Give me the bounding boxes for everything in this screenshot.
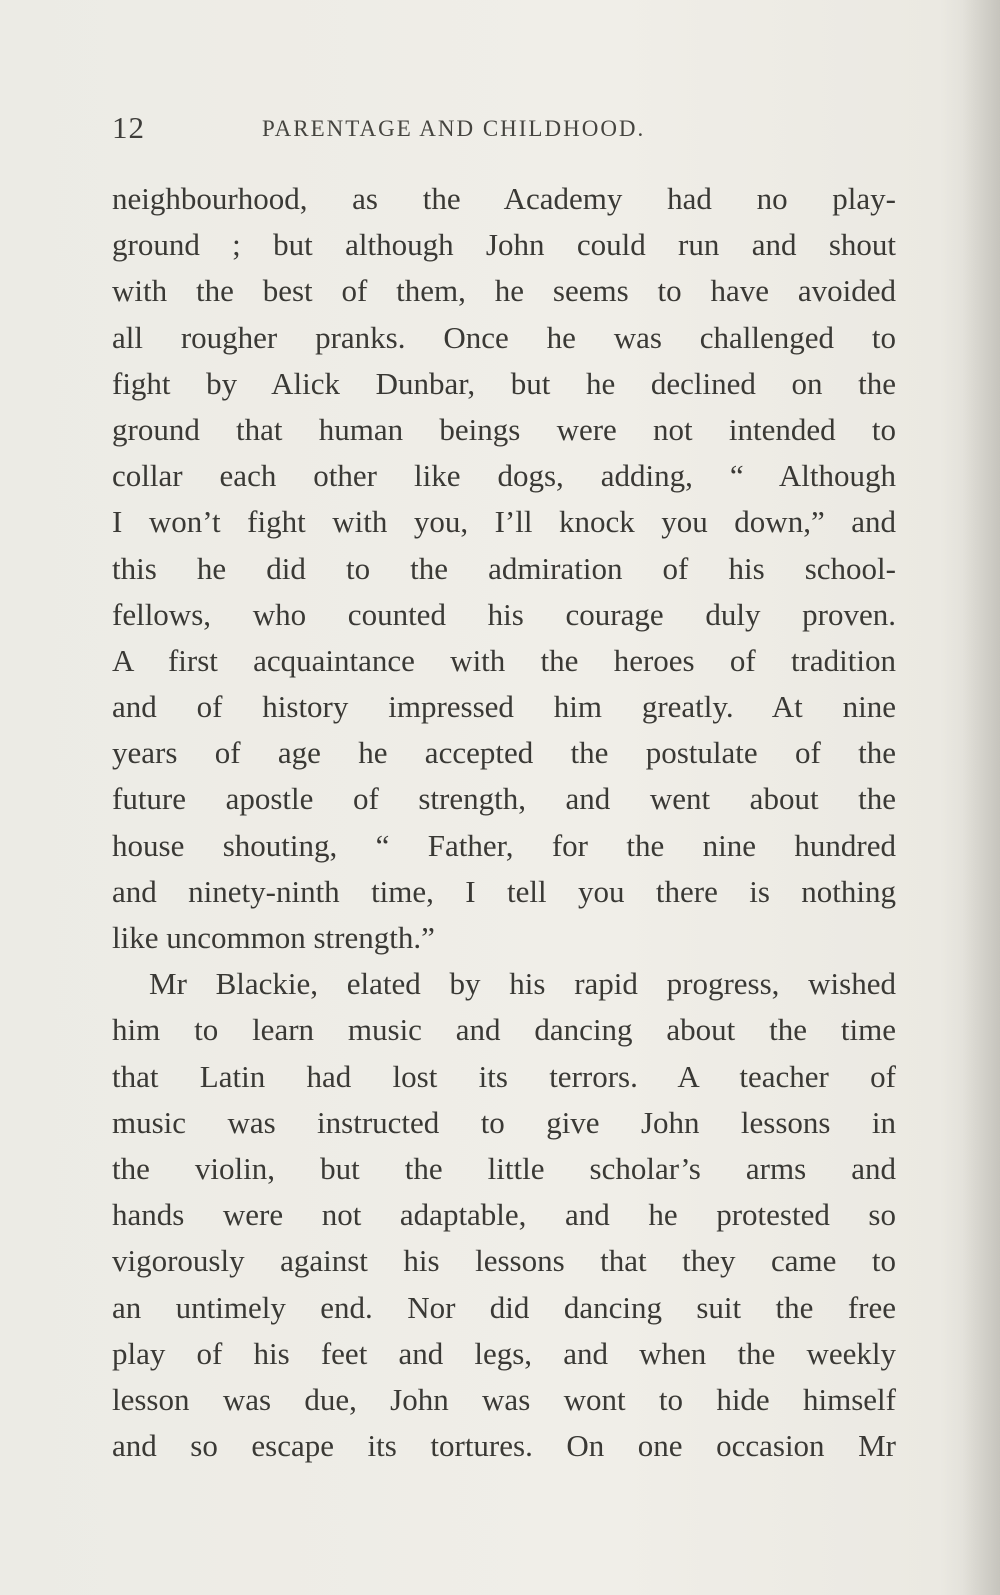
page-number: 12 bbox=[112, 110, 145, 145]
text-line: neighbourhood, as the Academy had no play- bbox=[112, 181, 896, 216]
text-line: ground that human beings were not intended to bbox=[112, 411, 896, 447]
page-header bbox=[112, 110, 894, 150]
text-line: collar each other like dogs, adding, “ Although bbox=[112, 458, 896, 494]
text-line: house shouting, “ Father, for the nine hundred bbox=[112, 827, 896, 863]
text-line: ground ; but although John could run and shout bbox=[112, 227, 896, 263]
text-line: music was instructed to give John lessons in bbox=[112, 1104, 896, 1140]
text-line: like uncommon strength.” bbox=[112, 920, 435, 955]
text-line: fight by Alick Dunbar, but he declined on the bbox=[112, 365, 896, 401]
text-line: and of history impressed him greatly. At nine bbox=[112, 689, 896, 725]
text-line: him to learn music and dancing about the time bbox=[112, 1012, 896, 1048]
page-edge-shadow bbox=[962, 0, 1000, 1595]
text-line: with the best of them, he seems to have avoided bbox=[112, 273, 896, 309]
text-line: years of age he accepted the postulate of the bbox=[112, 735, 896, 771]
text-line: all rougher pranks. Once he was challenged to bbox=[112, 319, 896, 355]
text-line: and ninety-ninth time, I tell you there is nothing bbox=[112, 873, 896, 909]
text-line: lesson was due, John was wont to hide himself bbox=[112, 1381, 896, 1417]
body-text bbox=[112, 176, 896, 1469]
text-line: fellows, who counted his courage duly proven. bbox=[112, 596, 896, 632]
text-line: A first acquaintance with the heroes of tradition bbox=[112, 642, 896, 678]
text-line: I won’t fight with you, I’ll knock you down,” and bbox=[112, 504, 896, 540]
text-line: that Latin had lost its terrors. A teacher of bbox=[112, 1058, 896, 1094]
text-line: hands were not adaptable, and he protested so bbox=[112, 1197, 896, 1233]
running-head: PARENTAGE AND CHILDHOOD. bbox=[262, 116, 646, 141]
text-line: Mr Blackie, elated by his rapid progress, wished bbox=[149, 966, 896, 1002]
text-line: play of his feet and legs, and when the weekly bbox=[112, 1335, 896, 1371]
text-line: vigorously against his lessons that they came to bbox=[112, 1243, 896, 1279]
text-line: an untimely end. Nor did dancing suit the free bbox=[112, 1289, 896, 1325]
text-line: this he did to the admiration of his school- bbox=[112, 550, 896, 586]
text-line: future apostle of strength, and went about the bbox=[112, 781, 896, 817]
text-line: the violin, but the little scholar’s arms and bbox=[112, 1150, 896, 1186]
text-line: and so escape its tortures. On one occasion Mr bbox=[112, 1428, 896, 1464]
